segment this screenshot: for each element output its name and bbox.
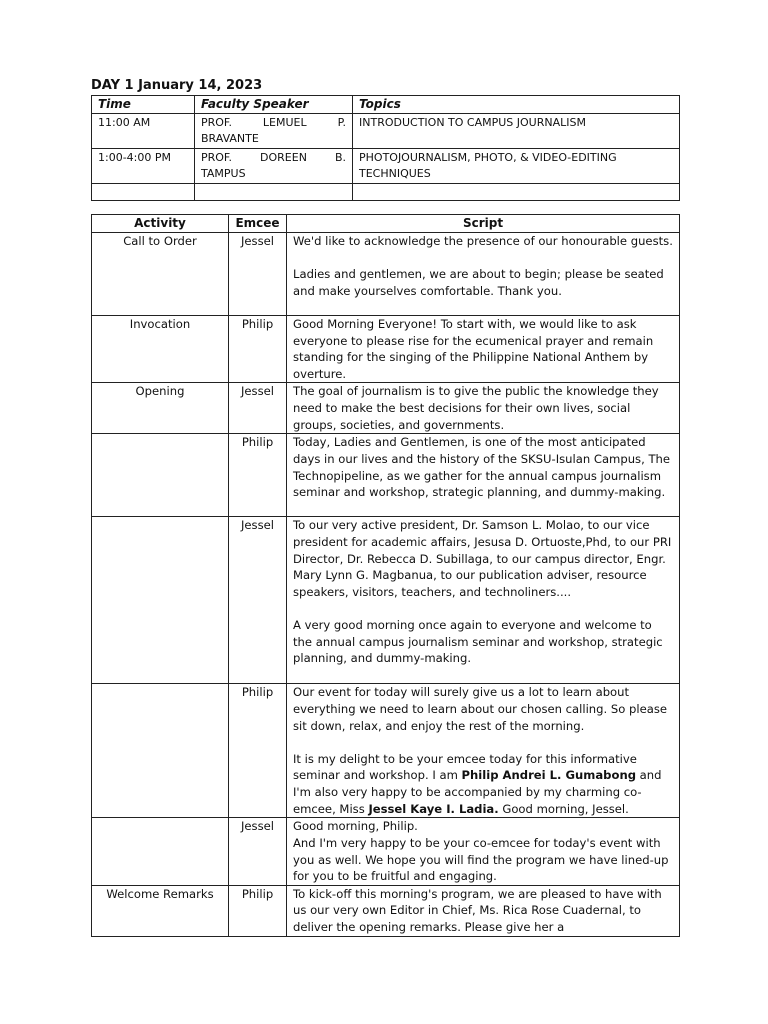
script-cell: [287, 434, 680, 517]
emcee-cell: Philip: [229, 434, 287, 517]
schedule-header-time: Time: [92, 96, 195, 114]
program-header-row: [92, 215, 680, 233]
script-cell: [287, 383, 680, 434]
emcee-cell: Jessel: [229, 818, 287, 885]
script-cell: [287, 818, 680, 885]
table-row: [92, 316, 680, 383]
script-line: Good morning, Philip.: [293, 819, 418, 834]
schedule-table: [91, 95, 680, 201]
program-table: [91, 214, 680, 937]
empty-cell: [195, 184, 353, 201]
emcee-cell: Philip: [229, 885, 287, 936]
table-row: [92, 233, 680, 316]
table-row: [92, 517, 680, 684]
script-text: and I'm also very happy to be accompanied by my charming co-emcee, Miss: [293, 768, 662, 816]
script-cell: [287, 316, 680, 383]
schedule-speaker: [195, 149, 353, 184]
activity-cell: Call to Order: [92, 233, 229, 316]
table-row: [92, 114, 680, 149]
script-paragraph: A very good morning once again to everyone and welcome to the annual campus journalism seminar and workshop, strategic planning, and dummy-making.: [293, 617, 663, 666]
schedule-time: 11:00 AM: [92, 114, 195, 149]
day-title: DAY 1 January 14, 2023: [91, 78, 263, 93]
script-line: And I'm very happy to be your co-emcee for today's event with you as well. We hope you will find the program we have lined-up for you to be fruitful and engaging.: [293, 835, 669, 884]
emcee-cell: Philip: [229, 684, 287, 818]
schedule-topic: PHOTOJOURNALISM, PHOTO, & VIDEO-EDITING TECHNIQUES: [353, 149, 680, 184]
script-paragraph: Our event for today will surely give us a lot to learn about everything we need to learn about our chosen calling. So please sit down, relax, and enjoy the rest of the morning.: [293, 685, 668, 733]
script-cell: [287, 233, 680, 316]
script-paragraph: To our very active president, Dr. Samson L. Molao, to our vice president for academic affairs, Jesusa D. Ortuoste,Phd, to our PRI Director, Dr. Rebecca D. Subillaga, to our campus director, Engr. Mary Lynn G. Magbanua, to our publication adviser, resource speakers, visitors, teachers, and technoliners....: [293, 518, 672, 599]
emcee-cell: Philip: [229, 316, 287, 383]
script-paragraph: We'd like to acknowledge the presence of our honourable guests.: [293, 234, 673, 248]
emcee-name-bold: Philip Andrei L. Gumabong: [461, 768, 636, 783]
schedule-header-row: [92, 96, 680, 114]
table-row-empty: [92, 184, 680, 201]
emcee-cell: Jessel: [229, 233, 287, 316]
schedule-header-topics: Topics: [353, 96, 680, 114]
speaker-line2: TAMPUS: [201, 167, 246, 180]
script-paragraph: The goal of journalism is to give the public the knowledge they need to make the best decisions for their own lives, social groups, societies, and governments.: [293, 384, 659, 432]
speaker-line2: BRAVANTE: [201, 132, 259, 145]
table-row: [92, 818, 680, 885]
table-row: [92, 885, 680, 936]
script-cell: [287, 517, 680, 684]
speaker-line1: PROF. LEMUEL P.: [201, 116, 346, 129]
script-paragraph: Today, Ladies and Gentlemen, is one of the most anticipated days in our lives and the history of the SKSU-Isulan Campus, The Technopipeline, as we gather for the annual campus journalism seminar and workshop, strategic planning, and dummy-making.: [293, 435, 671, 500]
script-text: Good morning, Jessel.: [498, 801, 629, 816]
script-cell: [287, 684, 680, 818]
program-header-script: Script: [287, 215, 680, 233]
table-row: [92, 149, 680, 184]
schedule-topic: INTRODUCTION TO CAMPUS JOURNALISM: [353, 114, 680, 149]
activity-cell: Invocation: [92, 316, 229, 383]
table-row: [92, 684, 680, 818]
script-paragraph: Ladies and gentlemen, we are about to begin; please be seated and make yourselves comfortable. Thank you.: [293, 267, 664, 298]
script-paragraph: To kick-off this morning's program, we are pleased to have with us our very own Editor in Chief, Ms. Rica Rose Cuadernal, to deliver the opening remarks. Please give her a: [293, 886, 662, 934]
script-text: It is my delight to be your emcee today for this informative seminar and workshop. I am: [293, 751, 637, 783]
activity-cell: Opening: [92, 383, 229, 434]
script-paragraph: Good Morning Everyone! To start with, we would like to ask everyone to please rise for the ecumenical prayer and remain standing for the singing of the Philippine National Anthem by overture.: [293, 317, 654, 381]
empty-cell: [353, 184, 680, 201]
script-paragraph: [293, 751, 673, 817]
table-row: [92, 434, 680, 517]
speaker-line1: PROF. DOREEN B.: [201, 151, 346, 164]
table-row: [92, 383, 680, 434]
empty-cell: [92, 184, 195, 201]
emcee-cell: Jessel: [229, 517, 287, 684]
program-header-activity: Activity: [92, 215, 229, 233]
activity-cell: [92, 818, 229, 885]
program-header-emcee: Emcee: [229, 215, 287, 233]
activity-cell: Welcome Remarks: [92, 885, 229, 936]
schedule-speaker: [195, 114, 353, 149]
activity-cell: [92, 684, 229, 818]
activity-cell: [92, 517, 229, 684]
emcee-cell: Jessel: [229, 383, 287, 434]
schedule-time: 1:00-4:00 PM: [92, 149, 195, 184]
schedule-header-speaker: Faculty Speaker: [195, 96, 353, 114]
script-cell: [287, 885, 680, 936]
co-emcee-name-bold: Jessel Kaye I. Ladia.: [368, 801, 499, 816]
activity-cell: [92, 434, 229, 517]
